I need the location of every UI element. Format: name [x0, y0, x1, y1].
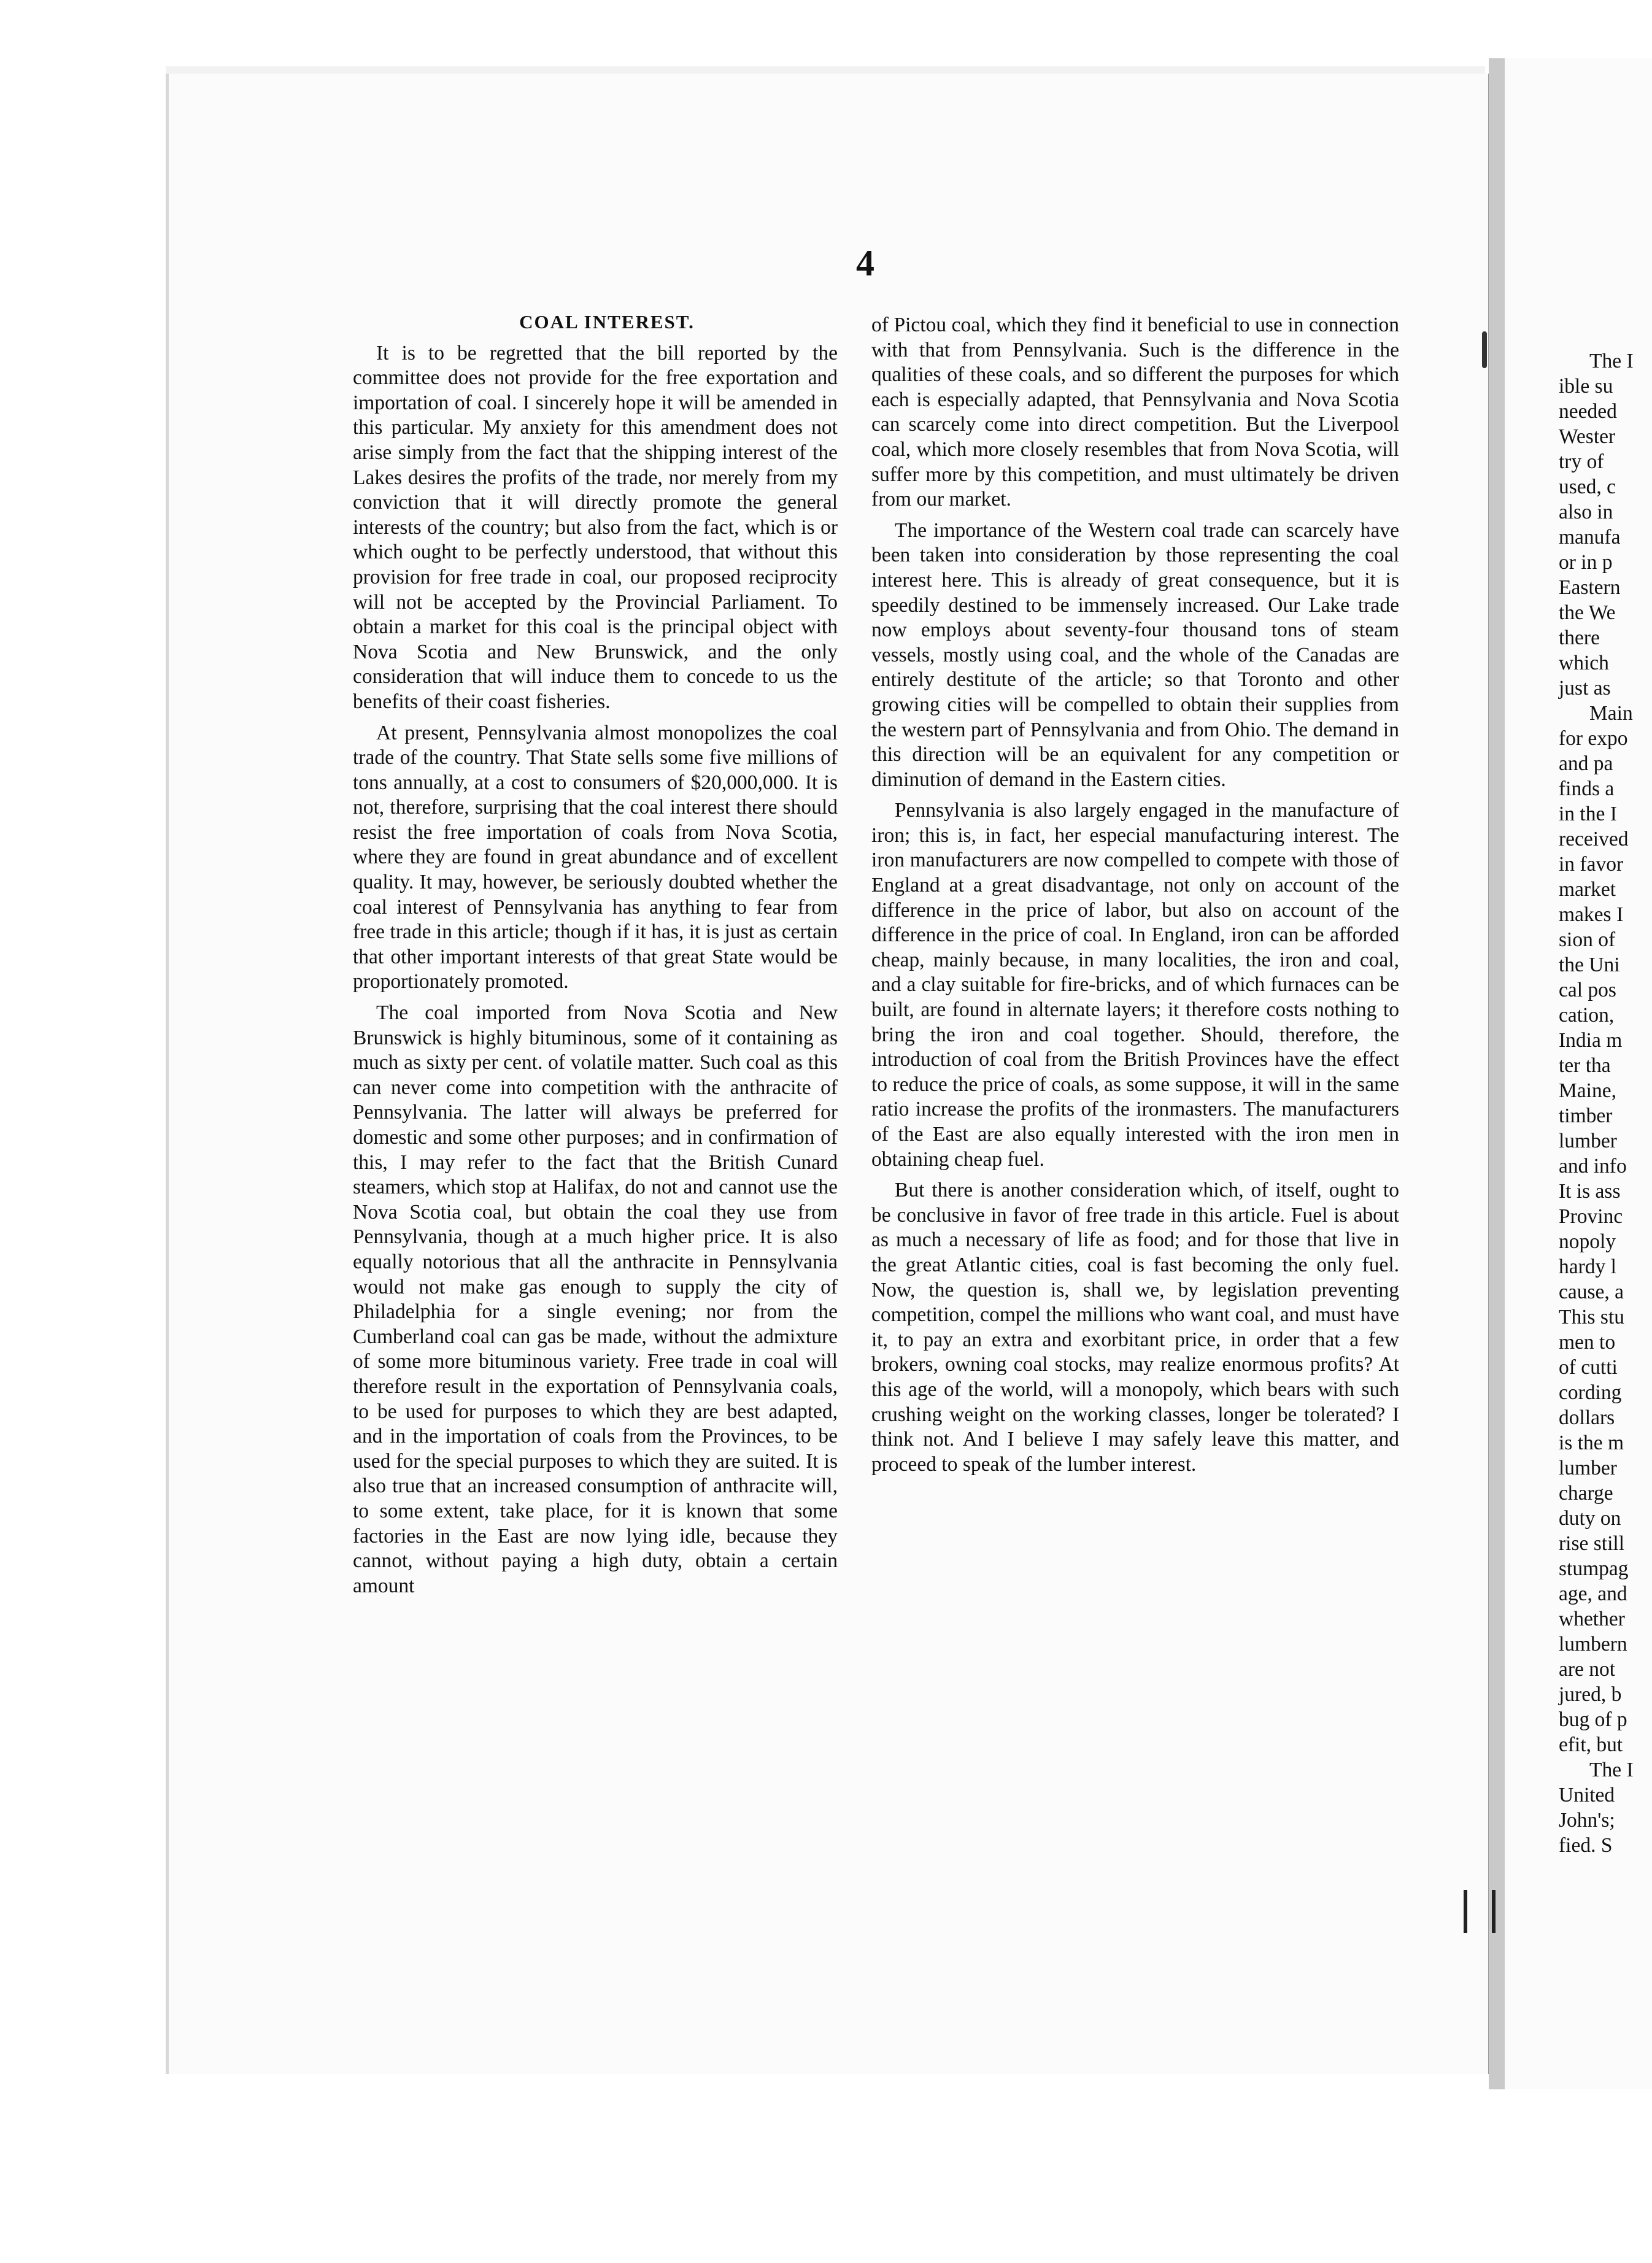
paragraph: of Pictou coal, which they find it beneficial to use in connection with that from Pennsylvania. Such is the difference in the qualities of these coals, and so different the purposes for which each is especially adapted, that Pennsylvania and Nova Scotia can scarcely come into direct competition. But the Liverpool coal, which more closely resembles that from Nova Scotia, will suffer more by this competition, and must ultimately be driven from our market.	[871, 314, 1399, 511]
right-page-line-fragment: The I	[1589, 1759, 1634, 1781]
right-page-line-fragment: or in p	[1559, 551, 1613, 574]
right-page-line-fragment: fied. S	[1559, 1834, 1613, 1857]
right-page-line-fragment: in favor	[1559, 853, 1624, 876]
ink-mark	[1482, 331, 1487, 368]
right-page-line-fragment: The I	[1589, 350, 1634, 372]
right-page-line-fragment: cording	[1559, 1381, 1622, 1404]
right-page-line-fragment: finds a	[1559, 777, 1615, 800]
right-page-line-fragment: cation,	[1559, 1004, 1615, 1027]
right-page-line-fragment: Eastern	[1559, 576, 1621, 599]
right-page-line-fragment: try of	[1559, 450, 1604, 473]
right-page-line-fragment: used, c	[1559, 476, 1616, 498]
column-right	[871, 313, 1399, 1477]
right-page-line-fragment: hardy l	[1559, 1255, 1616, 1278]
right-page-line-fragment: and info	[1559, 1155, 1627, 1178]
right-page-line-fragment: and pa	[1559, 752, 1613, 775]
right-page-line-fragment: bug of p	[1559, 1708, 1627, 1731]
column-left	[353, 310, 838, 1598]
right-page-line-fragment: sion of	[1559, 928, 1616, 951]
paragraph: But there is another consideration which, of itself, ought to be conclusive in favor of free trade in this article. Fuel is about as much a necessary of life as food; and for those that live in the great Atlantic cities, coal is fast becoming the only fuel. Now, the question is, shall we, by legislation preventing competition, compel the millions who want coal, and must have it, to pay an extra and exorbitant price, in order that a few brokers, owning coal stocks, may realize enormous profits? At this age of the world, will a monopoly, which bears with such crushing weight on the working classes, longer be tolerated? I think not. And I believe I may safely leave this matter, and proceed to speak of the lumber interest.	[871, 1179, 1399, 1476]
right-page-line-fragment: This stu	[1559, 1306, 1625, 1328]
right-page-line-fragment: there	[1559, 626, 1600, 649]
right-page-line-fragment: nopoly	[1559, 1230, 1616, 1253]
right-page-line-fragment: efit, but	[1559, 1733, 1623, 1756]
right-page-line-fragment: for expo	[1559, 727, 1628, 750]
right-page-line-fragment: also in	[1559, 501, 1613, 523]
right-page-line-fragment: in the I	[1559, 803, 1617, 825]
right-page-line-fragment: stumpag	[1559, 1557, 1629, 1580]
right-page-line-fragment: ible su	[1559, 375, 1613, 398]
right-page-line-fragment: which	[1559, 652, 1609, 674]
right-page-line-fragment: received	[1559, 828, 1629, 850]
right-page-line-fragment: makes I	[1559, 903, 1624, 926]
right-page-line-fragment: cause, a	[1559, 1281, 1624, 1303]
right-page-line-fragment: the Uni	[1559, 954, 1620, 976]
page-number: 4	[856, 243, 874, 283]
right-page-line-fragment: India m	[1559, 1029, 1623, 1052]
right-page-line-fragment: manufa	[1559, 526, 1621, 549]
section-heading: COAL INTEREST.	[519, 311, 695, 333]
right-page-line-fragment: dollars	[1559, 1406, 1615, 1429]
right-page-line-fragment: Maine,	[1559, 1079, 1616, 1102]
right-page-line-fragment: duty on	[1559, 1507, 1621, 1530]
right-page-line-fragment: lumber	[1559, 1130, 1617, 1152]
right-page-line-fragment: whether	[1559, 1608, 1625, 1630]
right-page-line-fragment: men to	[1559, 1331, 1616, 1354]
right-page-line-fragment: Main	[1589, 702, 1633, 725]
right-page-line-fragment: cal pos	[1559, 979, 1616, 1001]
paragraph: At present, Pennsylvania almost monopolizes the coal trade of the country. That State sells some five millions of tons annually, at a cost to consumers of $20,000,000. It is not, therefore, surprising that the coal interest there should resist the free importation of coals from Nova Scotia, where they are found in great abundance and of excellent quality. It may, however, be seriously doubted whether the coal interest of Pennsylvania has anything to fear from free trade in this article; though if it has, it is just as certain that other important interests of that great State would be proportionately promoted.	[353, 721, 838, 993]
paragraph: Pennsylvania is also largely engaged in the manufacture of iron; this is, in fact, her especial manufacturing interest. The iron manufacturers are now compelled to compete with those of England at a great disadvantage, not only on account of the difference in the price of labor, but also on account of the difference in the price of coal. In England, iron can be afforded cheap, mainly because, in many localities, the iron and coal, and a clay suitable for fire-bricks, and of which furnaces can be built, are found in alternate layers; it therefore costs nothing to bring the iron and coal together. Should, therefore, the introduction of coal from the British Provinces have the effect to reduce the price of coals, as some suppose, it will in the same ratio increase the profits of the ironmasters. The manufacturers of the East are also equally interested with the iron men in obtaining cheap fuel.	[871, 799, 1399, 1171]
right-page-line-fragment: ter tha	[1559, 1054, 1611, 1077]
right-page-line-fragment: It is ass	[1559, 1180, 1621, 1203]
right-page-line-fragment: of cutti	[1559, 1356, 1618, 1379]
paragraph: The importance of the Western coal trade can scarcely have been taken into consideration by those representing the coal interest here. This is already of great consequence, but it is speedily destined to be immensely increased. Our Lake trade now employs about seventy-four thousand tons of steam vessels, mostly using coal, and the whole of the Canadas are entirely destitute of the article; so that Toronto and other growing cities will be compelled to obtain their supplies from the western part of Pennsylvania and from Ohio. The demand in this direction will be an equivalent for any competition or diminution of demand in the Eastern cities.	[871, 519, 1399, 791]
right-page-line-fragment: jured, b	[1559, 1683, 1622, 1706]
right-page-line-fragment: market	[1559, 878, 1616, 901]
paragraph: The coal imported from Nova Scotia and New Brunswick is highly bituminous, some of it containing as much as sixty per cent. of volatile matter. Such coal as this can never come into competition with the anthracite of Pennsylvania. The latter will always be preferred for domestic and some other purposes; and in confirmation of this, I may refer to the fact that the British Cunard steamers, which stop at Halifax, do not and cannot use the Nova Scotia coal, but obtain the coal they use from Pennsylvania, though at a much higher price. It is also equally notorious that all the anthracite in Pennsylvania would not make gas enough to supply the city of Philadelphia for a single evening; nor from the Cumberland coal can gas be made, without the admixture of some more bituminous variety. Free trade in coal will therefore result in the exportation of Pennsylvania coals, to be used for purposes to which they are best adapted, and in the importation of coals from the Provinces, to be used for the special purposes to which they are suited. It is also true that an increased consumption of anthracite will, to some extent, take place, for it is known that some factories in the East are now lying idle, because they cannot, without paying a high duty, obtain a certain amount	[353, 1001, 838, 1597]
right-page-line-fragment: are not	[1559, 1658, 1616, 1681]
right-page-line-fragment: the We	[1559, 601, 1616, 624]
right-page-line-fragment: John's;	[1559, 1809, 1615, 1832]
right-page-line-fragment: Provinc	[1559, 1205, 1623, 1228]
right-page-line-fragment: Wester	[1559, 425, 1616, 448]
right-page-line-fragment: charge	[1559, 1482, 1613, 1505]
right-page-line-fragment: age, and	[1559, 1583, 1627, 1605]
binding-mark	[1464, 1890, 1496, 1933]
right-page-line-fragment: rise still	[1559, 1532, 1625, 1555]
right-page-line-fragment: United	[1559, 1784, 1615, 1806]
right-page-line-fragment: needed	[1559, 400, 1617, 423]
right-page-line-fragment: timber	[1559, 1105, 1613, 1127]
right-page-line-fragment: is the m	[1559, 1432, 1624, 1454]
right-page-line-fragment: lumber	[1559, 1457, 1617, 1479]
right-page-line-fragment: lumbern	[1559, 1633, 1627, 1656]
paragraph: It is to be regretted that the bill reported by the committee does not provide for the free exportation and importation of coal. I sincerely hope it will be amended in this particular. My anxiety for this amendment does not arise simply from the fact that the shipping interest of the Lakes desires the profits of the trade, nor merely from my conviction that it will directly promote the general interests of the country; but also from the fact, which is or which ought to be perfectly understood, that without this provision for free trade in coal, our proposed reciprocity will not be accepted by the Provincial Parliament. To obtain a market for this coal is the principal object with Nova Scotia and New Brunswick, and the only consideration that will induce them to concede to us the benefits of their coast fisheries.	[353, 341, 838, 713]
book-gutter	[1489, 58, 1505, 2089]
right-page-line-fragment: just as	[1559, 677, 1611, 700]
